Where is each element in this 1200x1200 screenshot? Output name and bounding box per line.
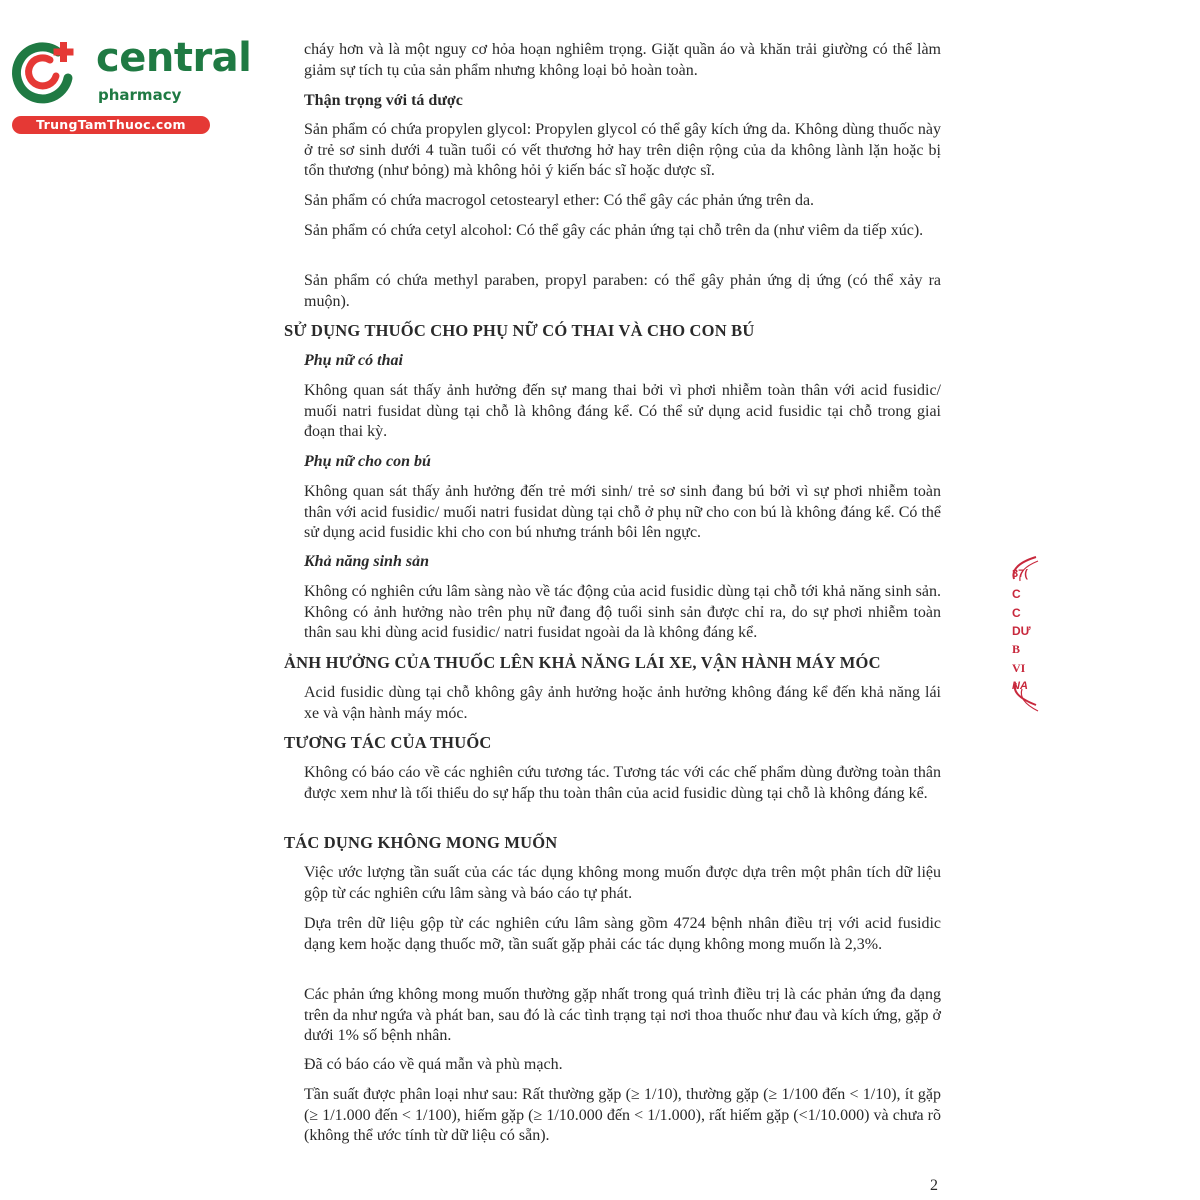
page-number: 2 [930, 1177, 938, 1194]
lactation-paragraph: Không quan sát thấy ảnh hưởng đến trẻ mới sinh/ trẻ sơ sinh đang bú bởi vì sự phơi nhiễm toàn thân với acid fusidic/ muối natri fusidat dùng tại chỗ ở phụ nữ cho con bú là không đáng kể. Có thể sử dụng acid fusidic khi cho con bú nhưng tránh bôi lên ngực. [304, 483, 941, 541]
paragraph-intro: cháy hơn và là một nguy cơ hỏa hoạn nghiêm trọng. Giặt quần áo và khăn trải giường có thể làm giảm sự tích tụ của sản phẩm nhưng không loại bỏ hoàn toàn. [304, 41, 941, 79]
adverse-heading: TÁC DỤNG KHÔNG MONG MUỐN [284, 833, 558, 852]
official-stamp [1006, 555, 1040, 715]
excipient-paragraph: Sản phẩm có chứa macrogol cetostearyl ether: Có thể gây các phản ứng trên da. [304, 192, 815, 209]
stamp-text: B [1012, 642, 1021, 656]
stamp-text: C [1012, 587, 1021, 601]
adverse-paragraph: Việc ước lượng tần suất của các tác dụng không mong muốn được dựa trên một phân tích dữ liệu gộp từ các nghiên cứu lâm sàng và báo cáo tự phát. [304, 864, 941, 902]
interaction-paragraph: Không có báo cáo về các nghiên cứu tương tác. Tương tác với các chế phẩm dùng đường toàn thân được xem như là tối thiểu do sự hấp thu toàn thân của acid fusidic dùng tại chỗ là không đáng kể. [304, 764, 941, 802]
fertility-subheading: Khả năng sinh sản [304, 553, 429, 570]
adverse-paragraph: Đã có báo cáo về quá mẫn và phù mạch. [304, 1056, 563, 1073]
fertility-paragraph: Không có nghiên cứu lâm sàng nào về tác động của acid fusidic dùng tại chỗ tới khả năng sinh sản. Không có ảnh hưởng nào trên phụ nữ đang độ tuổi sinh sản được chỉ ra, do sự phơi nhiễm toàn thân sau khi dùng acid fusidic/ natri fusidat ngoài da là không đáng kể. [304, 583, 941, 641]
stamp-text: NA [1012, 680, 1028, 692]
lactation-subheading: Phụ nữ cho con bú [304, 453, 431, 470]
excipient-paragraph: Sản phẩm có chứa cetyl alcohol: Có thể gây các phản ứng tại chỗ trên da (như viêm da tiếp xúc). [304, 222, 924, 239]
excipients-heading: Thận trọng với tá dược [304, 92, 463, 109]
pregnancy-heading: SỬ DỤNG THUỐC CHO PHỤ NỮ CÓ THAI VÀ CHO CON BÚ [284, 321, 755, 340]
interaction-heading: TƯƠNG TÁC CỦA THUỐC [284, 733, 492, 752]
excipient-paragraph: Sản phẩm có chứa methyl paraben, propyl paraben: có thể gây phản ứng dị ứng (có thể xảy ra muộn). [304, 272, 941, 310]
brand-name: central [96, 35, 252, 81]
pregnancy-subheading: Phụ nữ có thai [304, 352, 403, 369]
adverse-paragraph: Các phản ứng không mong muốn thường gặp nhất trong quá trình điều trị là các phản ứng đa dạng trên da như ngứa và phát ban, sau đó là các tình trạng tại nơi thoa thuốc như đau và kích ứng, gặp ở dưới 1% số bệnh nhân. [304, 986, 941, 1044]
adverse-paragraph: Dựa trên dữ liệu gộp từ các nghiên cứu lâm sàng gồm 4724 bệnh nhân điều trị với acid fusidic dạng kem hoặc dạng thuốc mỡ, tần suất gặp phải các tác dụng không mong muốn là 2,3%. [304, 915, 941, 953]
brand-website[interactable]: TrungTamThuoc.com [36, 117, 186, 132]
excipient-paragraph: Sản phẩm có chứa propylen glycol: Propylen glycol có thể gây kích ứng da. Không dùng thuốc này ở trẻ sơ sinh dưới 4 tuần tuổi có vết thương hở hay trên diện rộng của da không lành lặn hoặc bị tổn thương (như bỏng) mà không hỏi ý kiến bác sĩ hoặc dược sĩ. [304, 121, 941, 179]
stamp-text: VI [1012, 661, 1026, 675]
driving-heading: ẢNH HƯỞNG CỦA THUỐC LÊN KHẢ NĂNG LÁI XE, VẬN HÀNH MÁY MÓC [284, 653, 881, 672]
stamp-text: DƯ [1012, 624, 1031, 638]
stamp-text: 37( [1012, 568, 1028, 580]
adverse-paragraph: Tần suất được phân loại như sau: Rất thường gặp (≥ 1/10), thường gặp (≥ 1/100 đến < 1/10), ít gặp (≥ 1/1.000 đến < 1/100), hiếm gặp (≥ 1/10.000 đến < 1/1.000), rất hiếm gặp (<1/10.000) và chưa rõ (không thể ước tính từ dữ liệu có sẵn). [304, 1086, 941, 1144]
brand-logo[interactable] [10, 35, 252, 136]
pharmacy-c-cross-icon [10, 38, 80, 104]
brand-subtitle: pharmacy [98, 86, 182, 104]
driving-paragraph: Acid fusidic dùng tại chỗ không gây ảnh hưởng hoặc ảnh hưởng không đáng kể đến khả năng lái xe và vận hành máy móc. [304, 684, 941, 722]
stamp-text: C [1012, 606, 1021, 620]
pregnancy-paragraph: Không quan sát thấy ảnh hưởng đến sự mang thai bởi vì phơi nhiễm toàn thân với acid fusidic/ muối natri fusidat dùng tại chỗ là không đáng kể. Có thể sử dụng acid fusidic tại chỗ trong giai đoạn thai kỳ. [304, 382, 941, 440]
